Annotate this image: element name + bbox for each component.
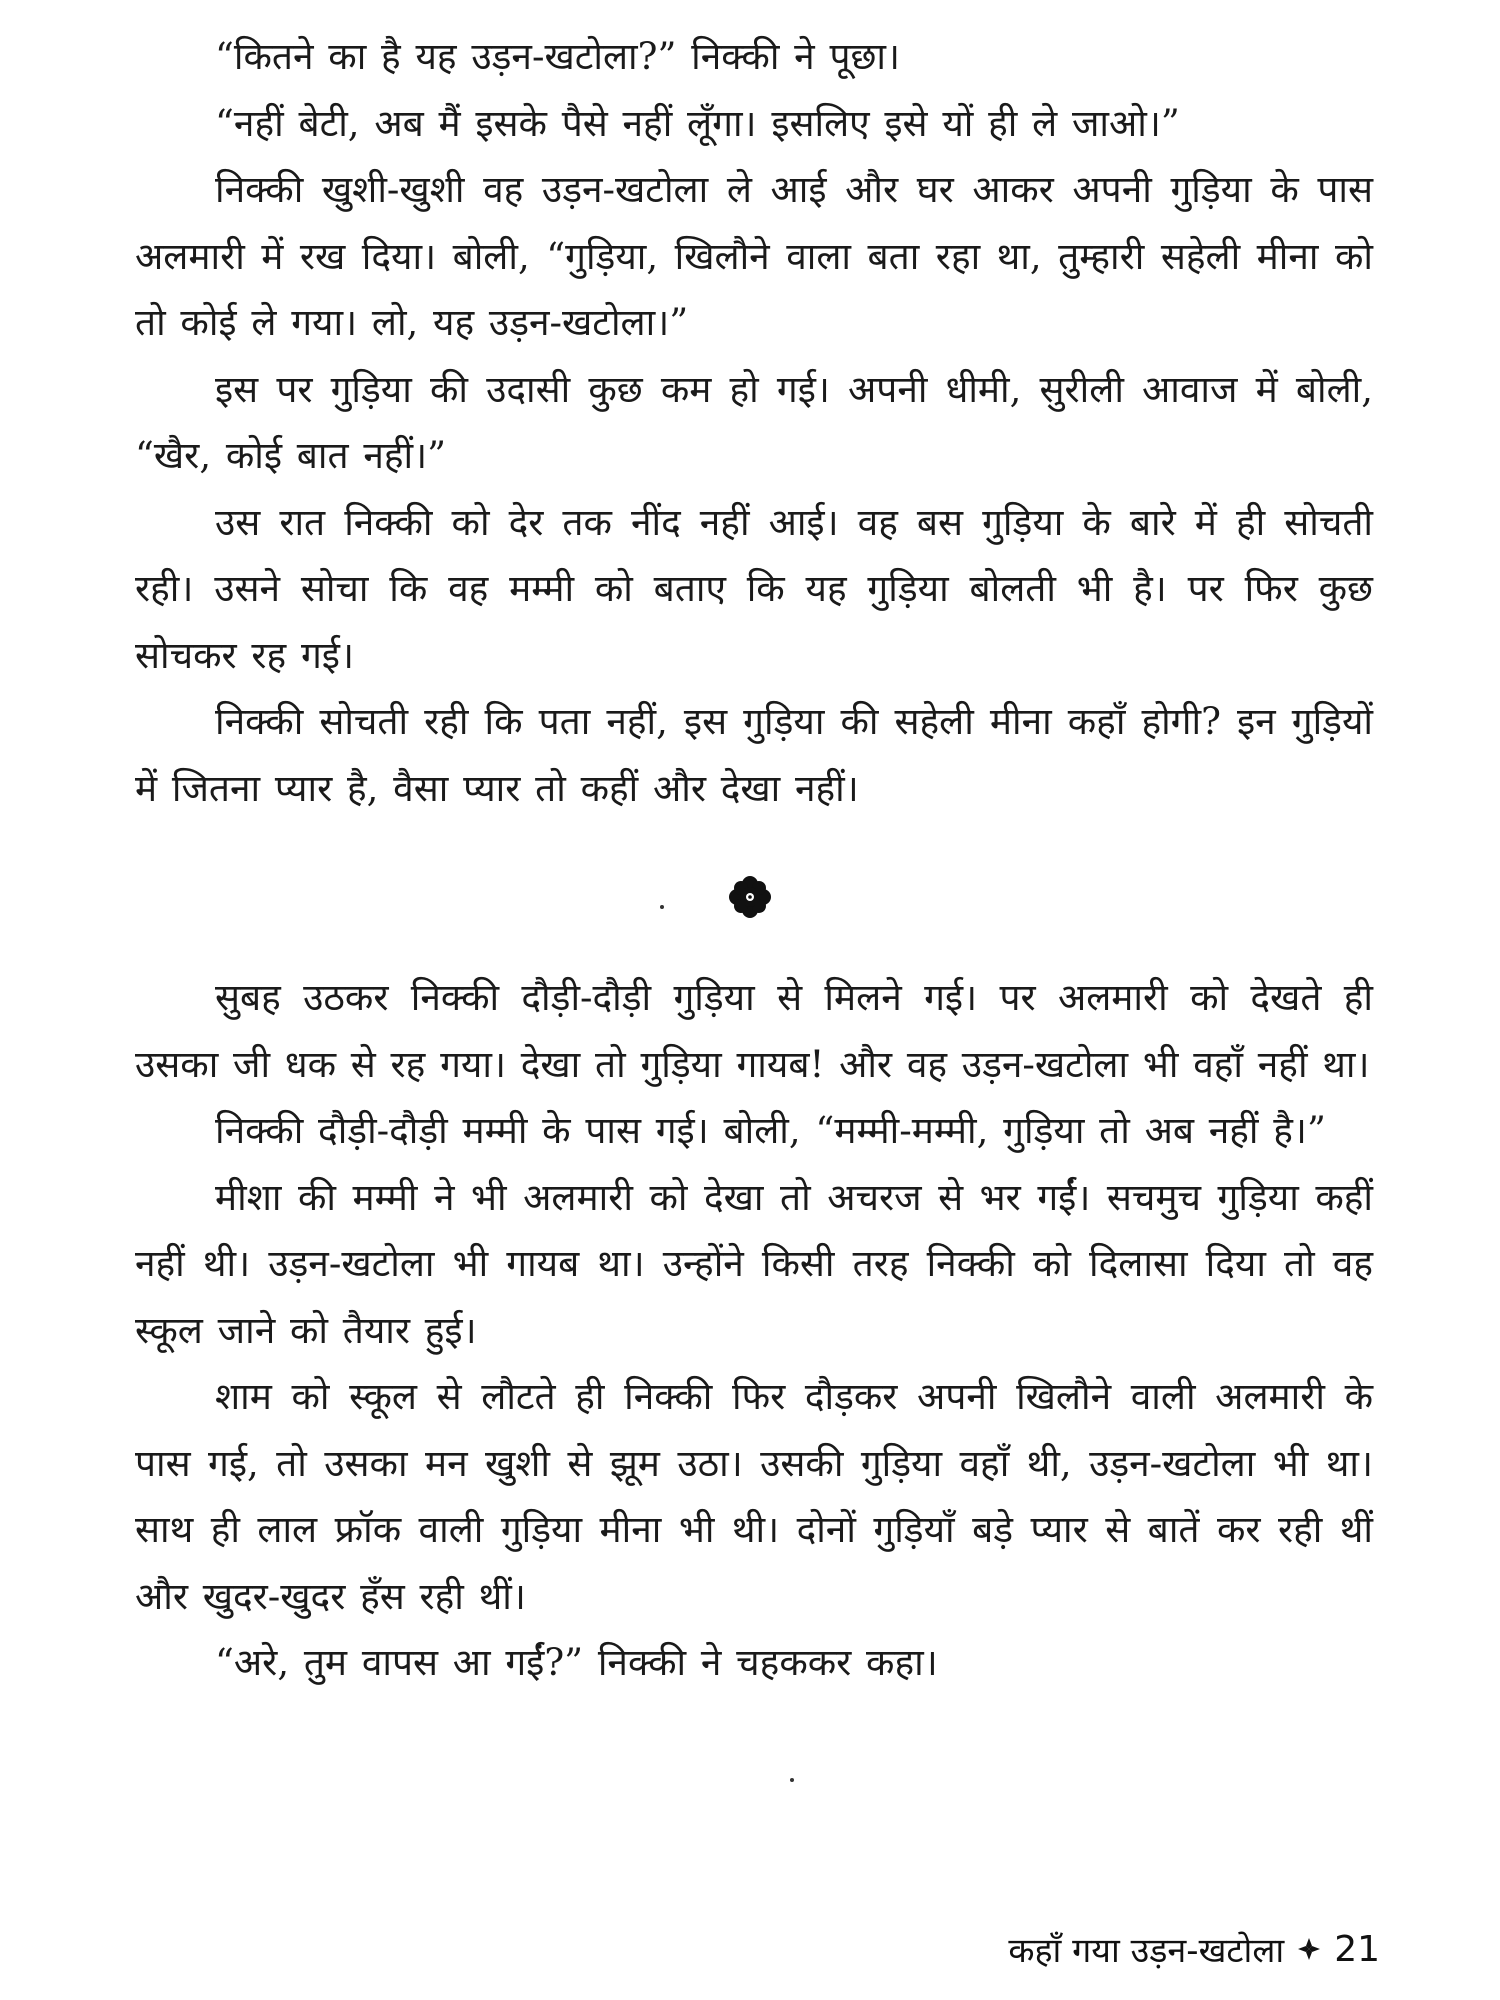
print-speck (660, 905, 664, 909)
paragraph: शाम को स्कूल से लौटते ही निक्की फिर दौड़कर अपनी खिलौने वाली अलमारी के पास गई, तो उसका मन खुशी से झूम उठा। उसकी गुड़िया वहाँ थी, उड़न-खटोला भी था। साथ ही लाल फ्रॉक वाली गुड़िया मीना भी थी। दोनों गुड़ियाँ बड़े प्यार से बातें कर रही थीं और खुदर-खुदर हँस रही थीं। (135, 1375, 1373, 1618)
paragraph: उस रात निक्की को देर तक नींद नहीं आई। वह बस गुड़िया के बारे में ही सोचती रही। उसने सोचा कि वह मम्मी को बताए कि यह गुड़िया बोलती भी है। पर फिर कुछ सोचकर रह गई। (135, 500, 1373, 677)
page-number: 21 (1334, 1928, 1380, 1970)
section-one (135, 24, 1373, 822)
paragraph: निक्की दौड़ी-दौड़ी मम्मी के पास गई। बोली, “मम्मी-मम्मी, गुड़िया तो अब नहीं है।” (215, 1109, 1326, 1152)
paragraph: “नहीं बेटी, अब मैं इसके पैसे नहीं लूँगा। इसलिए इसे यों ही ले जाओ।” (215, 101, 1180, 145)
section-divider (0, 875, 1500, 923)
paragraph: सुबह उठकर निक्की दौड़ी-दौड़ी गुड़िया से मिलने गई। पर अलमारी को देखते ही उसका जी धक से रह गया। देखा तो गुड़िया गायब! और वह उड़न-खटोला भी वहाँ नहीं था। (135, 976, 1373, 1086)
paragraph: “अरे, तुम वापस आ गईं?” निक्की ने चहककर कहा। (215, 1641, 938, 1684)
flower-icon (728, 875, 772, 923)
paragraph: इस पर गुड़िया की उदासी कुछ कम हो गई। अपनी धीमी, सुरीली आवाज में बोली, “खैर, कोई बात नहीं।” (135, 367, 1373, 477)
section-two (135, 965, 1373, 1697)
paragraph: “कितने का है यह उड़न-खटोला?” निक्की ने पूछा। (215, 35, 901, 78)
print-speck (790, 1778, 794, 1782)
paragraph: मीशा की मम्मी ने भी अलमारी को देखा तो अचरज से भर गईं। सचमुच गुड़िया कहीं नहीं थी। उड़न-खटोला भी गायब था। उन्होंने किसी तरह निक्की को दिलासा दिया तो वह स्कूल जाने को तैयार हुई। (135, 1175, 1373, 1352)
page-footer (1008, 1926, 1380, 1972)
paragraph: निक्की सोचती रही कि पता नहीं, इस गुड़िया की सहेली मीना कहाँ होगी? इन गुड़ियों में जितना प्यार है, वैसा प्यार तो कहीं और देखा नहीं। (135, 700, 1373, 810)
paragraph: निक्की खुशी-खुशी वह उड़न-खटोला ले आई और घर आकर अपनी गुड़िया के पास अलमारी में रख दिया। बोली, “गुड़िया, खिलौने वाला बता रहा था, तुम्हारी सहेली मीना को तो कोई ले गया। लो, यह उड़न-खटोला।” (135, 168, 1373, 344)
chapter-title: कहाँ गया उड़न-खटोला (1008, 1931, 1285, 1971)
diamond-icon (1298, 1929, 1320, 1969)
